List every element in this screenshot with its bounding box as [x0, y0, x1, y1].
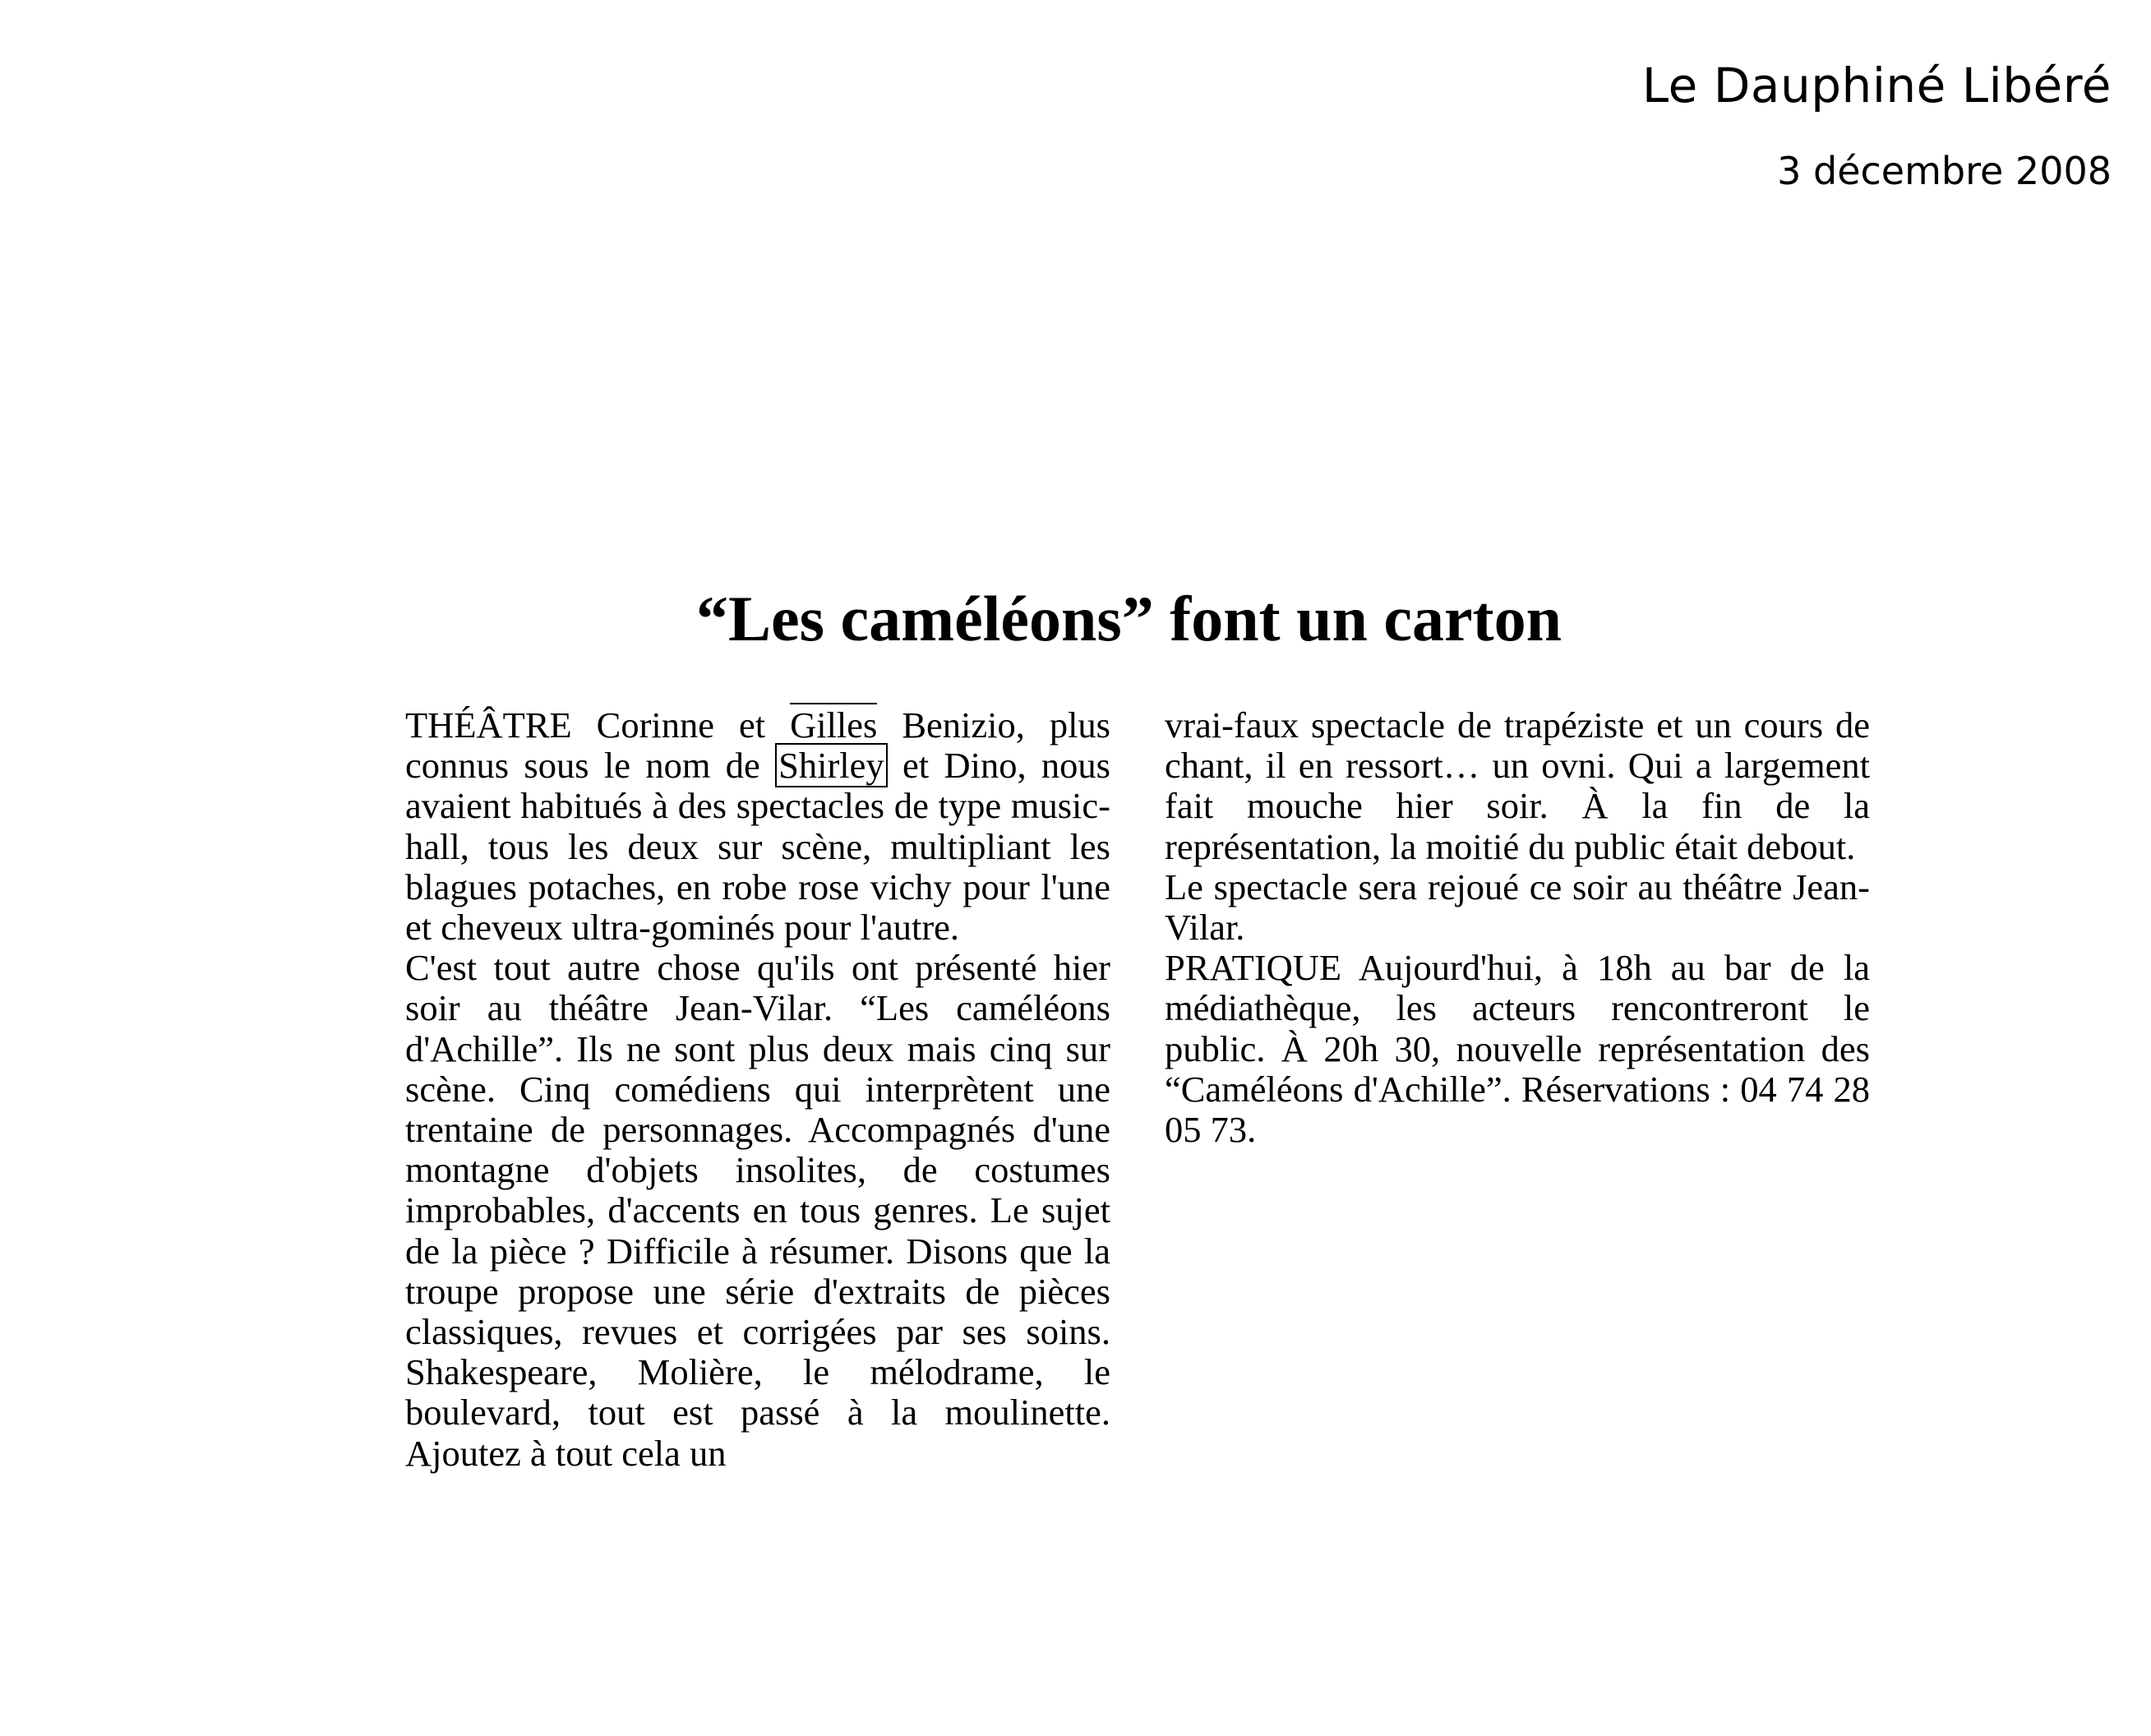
intro-text-middle: Benizio, plus connus sous le nom de	[405, 704, 1111, 787]
article-paragraph-intro	[405, 705, 1110, 948]
article-column-right	[1165, 705, 1870, 1150]
newspaper-name: Le Dauphiné Libéré	[1641, 58, 2112, 113]
name-shirley-highlight: Shirley	[775, 743, 888, 787]
intro-text-end: et Dino, nous avaient habitués à des spectacles de type music-hall, tous les deux sur scène, multipliant les blagues potaches, en robe rose vichy pour l'une et cheveux ultra-gominés pour l'autre.	[405, 745, 1110, 949]
name-gilles: Gilles	[790, 704, 878, 746]
article-column-left	[405, 705, 1110, 1474]
article-paragraph-pratique: PRATIQUE Aujourd'hui, à 18h au bar de la médiathèque, les acteurs rencontreront le public. À 20h 30, nouvelle représentation des “Caméléons d'Achille”. Réservations : 04 74 28 05 73.	[1165, 947, 1870, 1151]
publication-date: 3 décembre 2008	[1777, 149, 2112, 193]
masthead	[1642, 53, 2112, 197]
article-paragraph-2: C'est tout autre chose qu'ils ont présenté hier soir au théâtre Jean-Vilar. “Les caméléons d'Achille”. Ils ne sont plus deux mais cinq sur scène. Cinq comédiens qui interprètent une trentaine de personnages. Accompagnés d'une montagne d'objets insolites, de costumes improbables, d'accents en tous genres. Le sujet de la pièce ? Difficile à résumer. Disons que la troupe propose une série d'extraits de pièces classiques, revues et corrigées par ses soins. Shakespeare, Molière, le mélodrame, le boulevard, tout est passé à la moulinette. Ajoutez à tout cela un	[405, 947, 1110, 1474]
intro-text-start: THÉÂTRE Corinne et	[405, 704, 791, 746]
article-paragraph-3: vrai-faux spectacle de trapéziste et un cours de chant, il en ressort… un ovni. Qui a largement fait mouche hier soir. À la fin de la représentation, la moitié du public était debout.	[1165, 704, 1870, 867]
article-paragraph-4: Le spectacle sera rejoué ce soir au théâtre Jean-Vilar.	[1165, 866, 1870, 949]
article-headline: “Les caméléons” font un carton	[696, 583, 1562, 654]
